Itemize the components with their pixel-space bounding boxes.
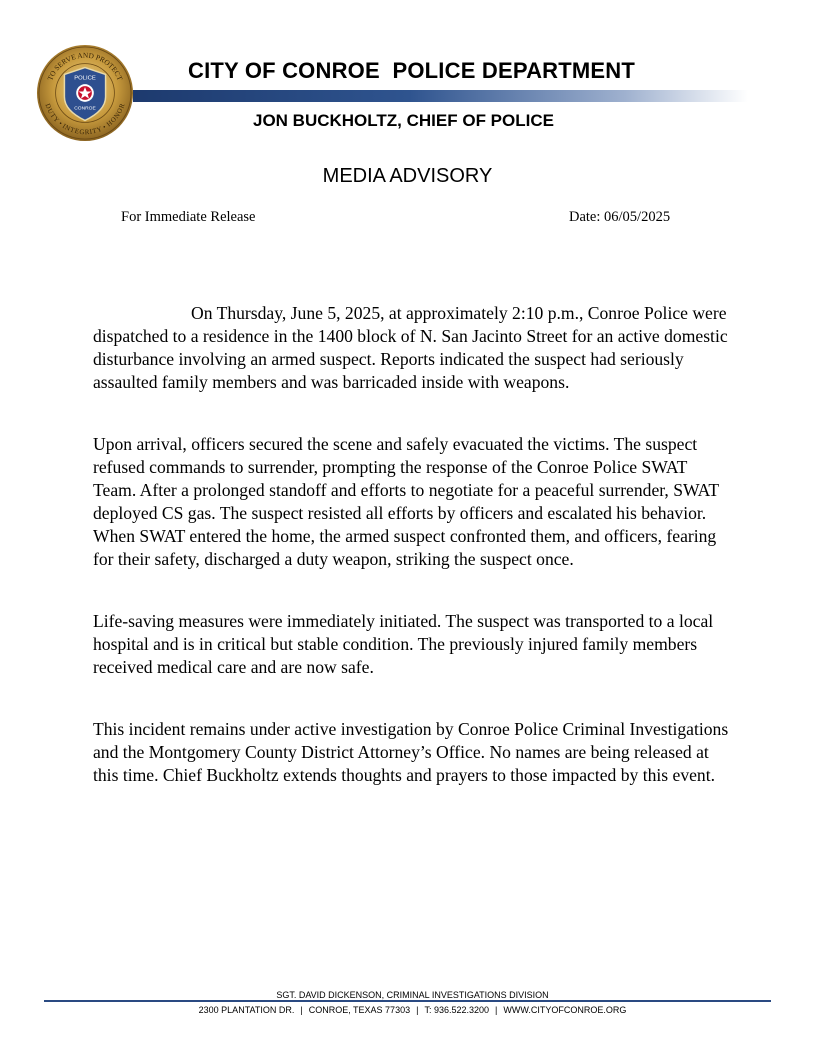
badge-top-text: TO SERVE AND PROTECT: [45, 50, 125, 82]
footer-city: CONROE, TEXAS 77303: [308, 1005, 411, 1015]
badge-shield-bottom: CONROE: [74, 106, 96, 112]
footer-divider: [44, 1000, 771, 1002]
document-title: MEDIA ADVISORY: [322, 165, 493, 187]
footer-contact-info: 2300 PLANTATION DR. | CONROE, TEXAS 77303 | T: 936.522.3200 | WWW.CITYOFCONROE.ORG: [198, 1005, 627, 1015]
release-date: Date: 06/05/2025: [569, 209, 671, 225]
footer-address: 2300 PLANTATION DR.: [198, 1005, 295, 1015]
chief-of-police: JON BUCKHOLTZ, CHIEF OF POLICE: [253, 111, 554, 130]
footer-website[interactable]: WWW.CITYOFCONROE.ORG: [503, 1005, 627, 1015]
paragraph-1: On Thursday, June 5, 2025, at approximately 2:10 p.m., Conroe Police were dispatched to a residence in the 1400 block of N. San Jacinto Street for an active domestic disturbance involving an armed suspect. Reports indicated the suspect had seriously assaulted family members and was barricaded inside with weapons.: [93, 303, 728, 392]
police-badge-logo: [36, 44, 134, 142]
department-title: CITY OF CONROE POLICE DEPARTMENT: [188, 58, 636, 83]
paragraph-2: Upon arrival, officers secured the scene and safely evacuated the victims. The suspect refused commands to surrender, prompting the response of the Conroe Police SWAT Team. After a prolonged standoff and efforts to negotiate for a peaceful surrender, SWAT deployed CS gas. The suspect resisted all efforts by officers and escalated his behavior. When SWAT entered the home, the armed suspect confronted them, and officers, fearing for their safety, discharged a duty weapon, striking the suspect once.: [93, 434, 719, 569]
badge-bottom-text: DUTY • INTEGRITY • HONOR: [43, 102, 127, 137]
footer-contact-name: SGT. DAVID DICKENSON, CRIMINAL INVESTIGATIONS DIVISION: [276, 990, 549, 1000]
footer-phone: T: 936.522.3200: [424, 1005, 489, 1015]
paragraph-4: This incident remains under active investigation by Conroe Police Criminal Investigations and the Montgomery County District Attorney’s Office. No names are being released at this time. Chief Buckholtz extends thoughts and prayers to those impacted by this event.: [93, 719, 729, 785]
header-divider-bar: [133, 90, 748, 102]
release-label: For Immediate Release: [121, 209, 256, 225]
paragraph-3: Life-saving measures were immediately initiated. The suspect was transported to a local hospital and is in critical but stable condition. The previously injured family members received medical care and are now safe.: [93, 611, 714, 677]
badge-shield-top: POLICE: [74, 75, 96, 82]
advisory-body: [93, 302, 733, 826]
